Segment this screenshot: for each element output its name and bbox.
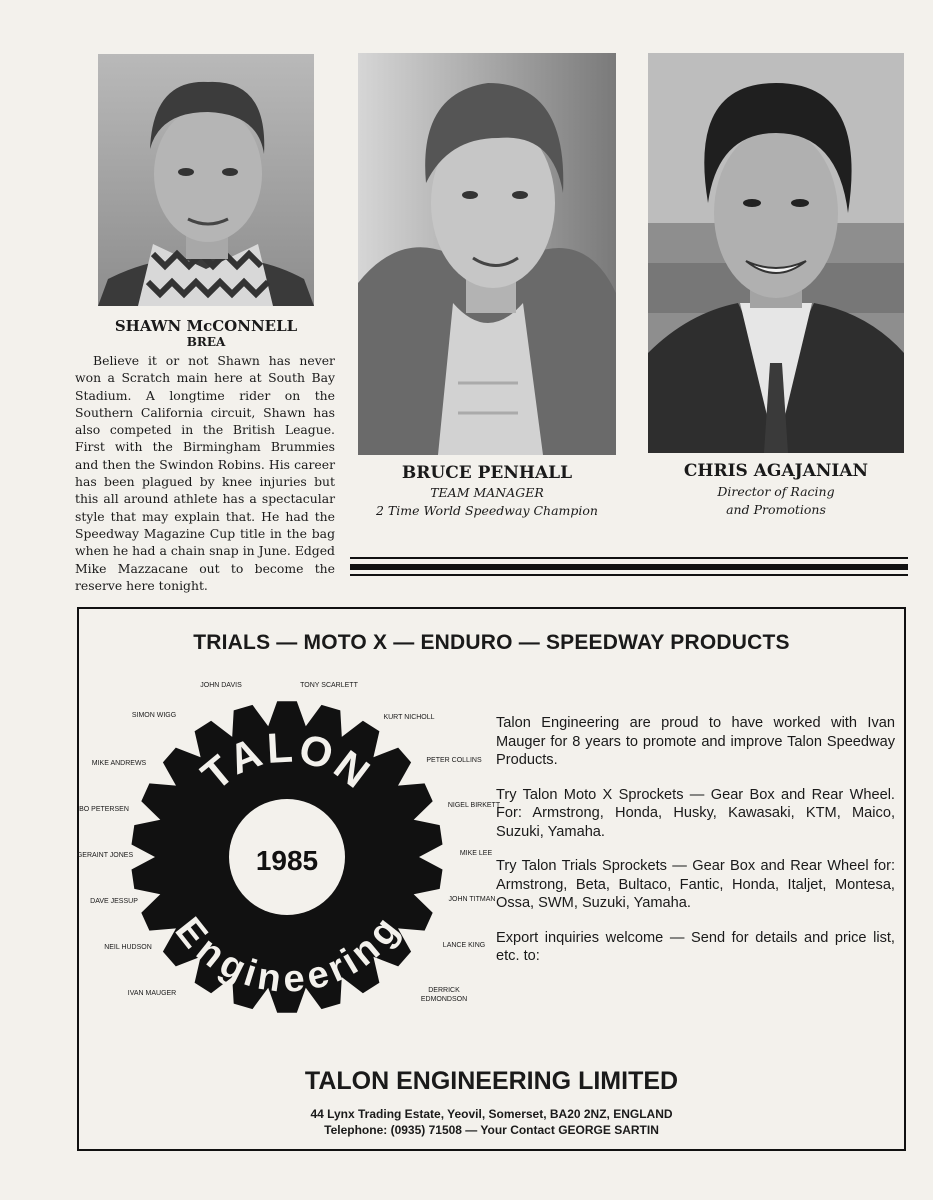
company-name: TALON ENGINEERING LIMITED: [304, 1067, 679, 1095]
rider-name: JOHN DAVIS: [200, 682, 242, 689]
rider-name: BO PETERSEN: [79, 806, 129, 813]
rider-name: MIKE ANDREWS: [91, 760, 147, 767]
rider-name: MIKE LEE: [459, 850, 493, 857]
rider-name: JOHN TITMAN: [448, 896, 496, 903]
photo-bruce-penhall: [358, 53, 616, 455]
logo-bottom-text: Engineering: [166, 909, 408, 1001]
talon-advertisement: [77, 607, 906, 1151]
profile-name-chris: CHRIS AGAJANIAN: [683, 461, 869, 481]
photo-shawn-mcconnell: [98, 54, 314, 306]
profile-name-shawn: SHAWN McCONNELL: [114, 317, 298, 335]
rider-name: DAVE JESSUP: [90, 898, 138, 905]
ad-paragraph: Try Talon Trials Sprockets — Gear Box and Rear Wheel for: Armstrong, Beta, Bultaco, Fantic, Honda, Italjet, Montesa, Ossa, SWM, Suzuki, Yamaha.: [496, 858, 895, 911]
profile-role-shawn: BREA: [186, 335, 226, 349]
ad-paragraph: Export inquiries welcome — Send for details and price list, etc. to:: [496, 929, 895, 964]
divider-rule-thick: [350, 564, 908, 570]
company-telephone: Telephone: (0935) 71508 — Your Contact GEORGE SARTIN: [324, 1123, 659, 1137]
profile-bio-shawn: Believe it or not Shawn has never won a Scratch main here at South Bay Stadium. A longtime rider on the Southern California circuit, Shawn has also competed in the British League. First with the Birmingham Brummies and then the Swindon Robins. His career has been plagued by knee injuries but this all around athlete has a spectacular style that may explain that. He had the Speedway Magazine Cup title in the bag when he had a chain snap in June. Edged Mike Mazzacane out to become the reserve here tonight.: [75, 353, 335, 593]
rider-name: TONY SCARLETT: [300, 682, 358, 689]
rider-name: NIGEL BIRKETT: [447, 802, 501, 809]
talon-sprocket-logo: [129, 699, 445, 1015]
rider-name: DERRICK EDMONDSON: [420, 987, 468, 1003]
profile-role-bruce: TEAM MANAGER: [430, 485, 544, 500]
profile-name-bruce: BRUCE PENHALL: [401, 463, 573, 483]
rider-name: SIMON WIGG: [131, 712, 177, 719]
rider-name: IVAN MAUGER: [127, 990, 177, 997]
profile-subtitle-chris: and Promotions: [726, 502, 826, 517]
logo-top-text: TALON: [192, 723, 381, 799]
rider-name: LANCE KING: [442, 942, 486, 949]
logo-year: 1985: [255, 845, 319, 876]
ad-paragraph: Talon Engineering are proud to have worked with Ivan Mauger for 8 years to promote and improve Talon Speedway Products.: [496, 715, 895, 768]
rider-name: GERAINT JONES: [76, 852, 134, 859]
rider-name: KURT NICHOLL: [383, 714, 435, 721]
divider-rule-thin-top: [350, 557, 908, 559]
ad-headline: TRIALS — MOTO X — ENDURO — SPEEDWAY PRODUCTS: [193, 631, 790, 654]
ad-body: [496, 714, 895, 982]
rider-name: PETER COLLINS: [426, 757, 482, 764]
rider-name: NEIL HUDSON: [104, 944, 152, 951]
photo-chris-agajanian: [648, 53, 904, 453]
company-address: 44 Lynx Trading Estate, Yeovil, Somerset, BA20 2NZ, ENGLAND: [310, 1107, 673, 1121]
profile-subtitle-bruce: 2 Time World Speedway Champion: [375, 503, 598, 518]
divider-rule-thin-bottom: [350, 574, 908, 576]
profile-role-chris: Director of Racing: [717, 484, 835, 499]
ad-paragraph: Try Talon Moto X Sprockets — Gear Box and Rear Wheel. For: Armstrong, Honda, Husky, Kawasaki, KTM, Maico, Suzuki, Yamaha.: [496, 786, 895, 840]
